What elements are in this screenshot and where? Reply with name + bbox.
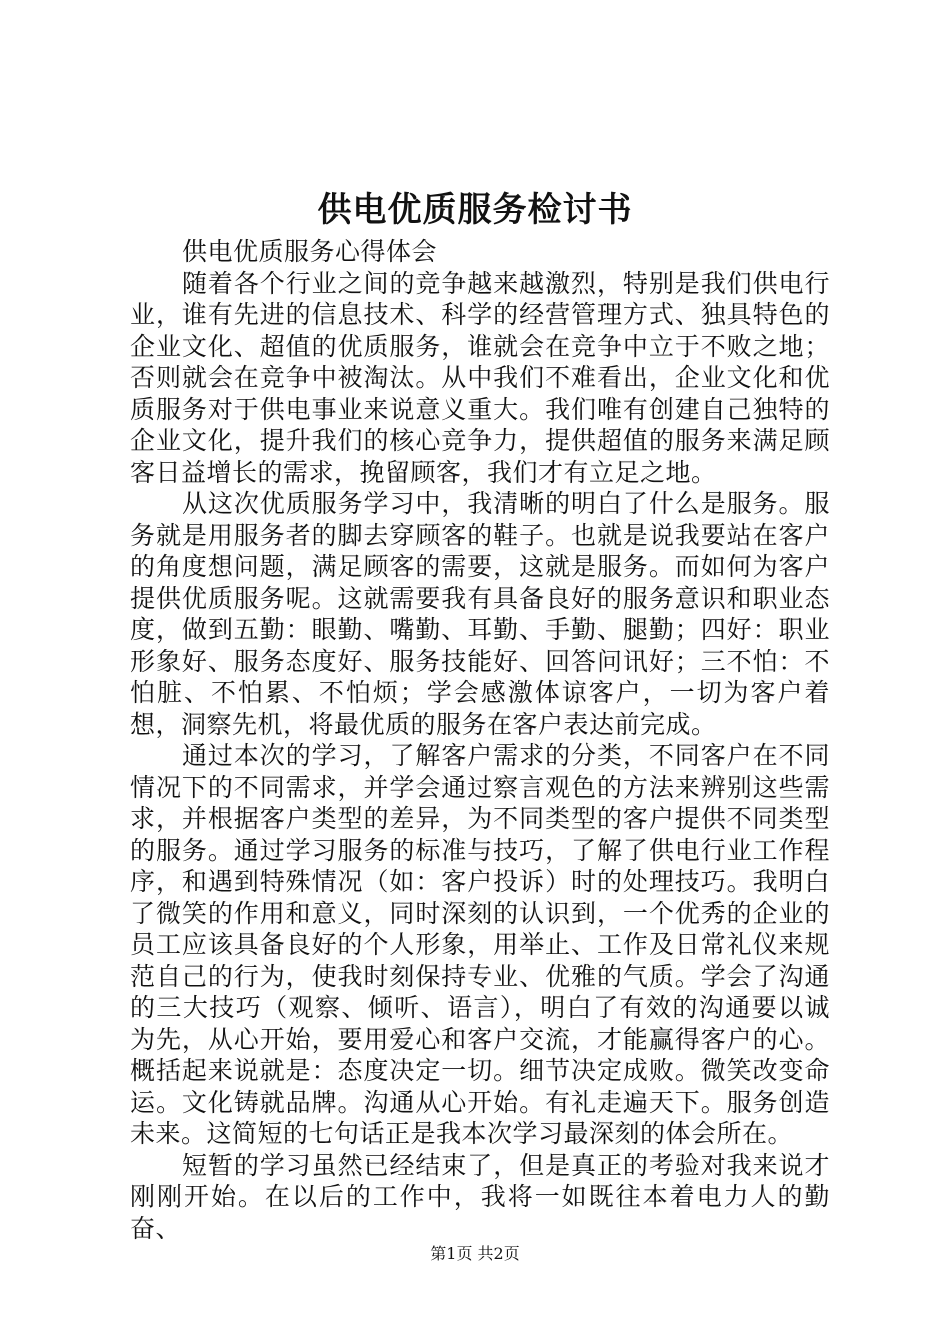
page-number-footer: 第1页 共2页	[430, 1244, 520, 1263]
document-title: 供电优质服务检讨书	[317, 190, 633, 230]
paragraph-3: 通过本次的学习，了解客户需求的分类，不同客户在不同情况下的不同需求，并学会通过察言观色的方法来辨别这些需求，并根据客户类型的差异，为不同类型的客户提供不同类型的服务。通过学习服务的标准与技巧，了解了供电行业工作程序，和遇到特殊情况（如：客户投诉）时的处理技巧。我明白了微笑的作用和意义，同时深刻的认识到，一个优秀的企业的员工应该具备良好的个人形象，用举止、工作及日常礼仪来规范自己的行为，使我时刻保持专业、优雅的气质。学会了沟通的三大技巧（观察、倾听、语言），明白了有效的沟通要以诚为先，从心开始，要用爱心和客户交流，才能赢得客户的心。概括起来说就是：态度决定一切。细节决定成败。微笑改变命运。文化铸就品牌。沟通从心开始。有礼走遍天下。服务创造未来。这简短的七句话正是我本次学习最深刻的体会所在。	[130, 741, 830, 1148]
paragraph-4: 短暂的学习虽然已经结束了，但是真正的考验对我来说才刚刚开始。在以后的工作中，我将一如既往本着电力人的勤奋、	[130, 1150, 830, 1243]
document-body	[130, 236, 830, 1244]
paragraph-2: 从这次优质服务学习中，我清晰的明白了什么是服务。服务就是用服务者的脚去穿顾客的鞋子。也就是说我要站在客户的角度想问题，满足顾客的需要，这就是服务。而如何为客户提供优质服务呢。这就需要我有具备良好的服务意识和职业态度，做到五勤：眼勤、嘴勤、耳勤、手勤、腿勤；四好：职业形象好、服务态度好、服务技能好、回答问讯好；三不怕：不怕脏、不怕累、不怕烦；学会感激体谅客户，一切为客户着想，洞察先机，将最优质的服务在客户表达前完成。	[130, 489, 830, 739]
paragraph-1: 随着各个行业之间的竞争越来越激烈，特别是我们供电行业，谁有先进的信息技术、科学的经营管理方式、独具特色的企业文化、超值的优质服务，谁就会在竞争中立于不败之地；否则就会在竞争中被淘汰。从中我们不难看出，企业文化和优质服务对于供电事业来说意义重大。我们唯有创建自己独特的企业文化，提升我们的核心竞争力，提供超值的服务来满足顾客日益增长的需求，挽留顾客，我们才有立足之地。	[130, 268, 830, 487]
document-subtitle: 供电优质服务心得体会	[182, 237, 438, 266]
